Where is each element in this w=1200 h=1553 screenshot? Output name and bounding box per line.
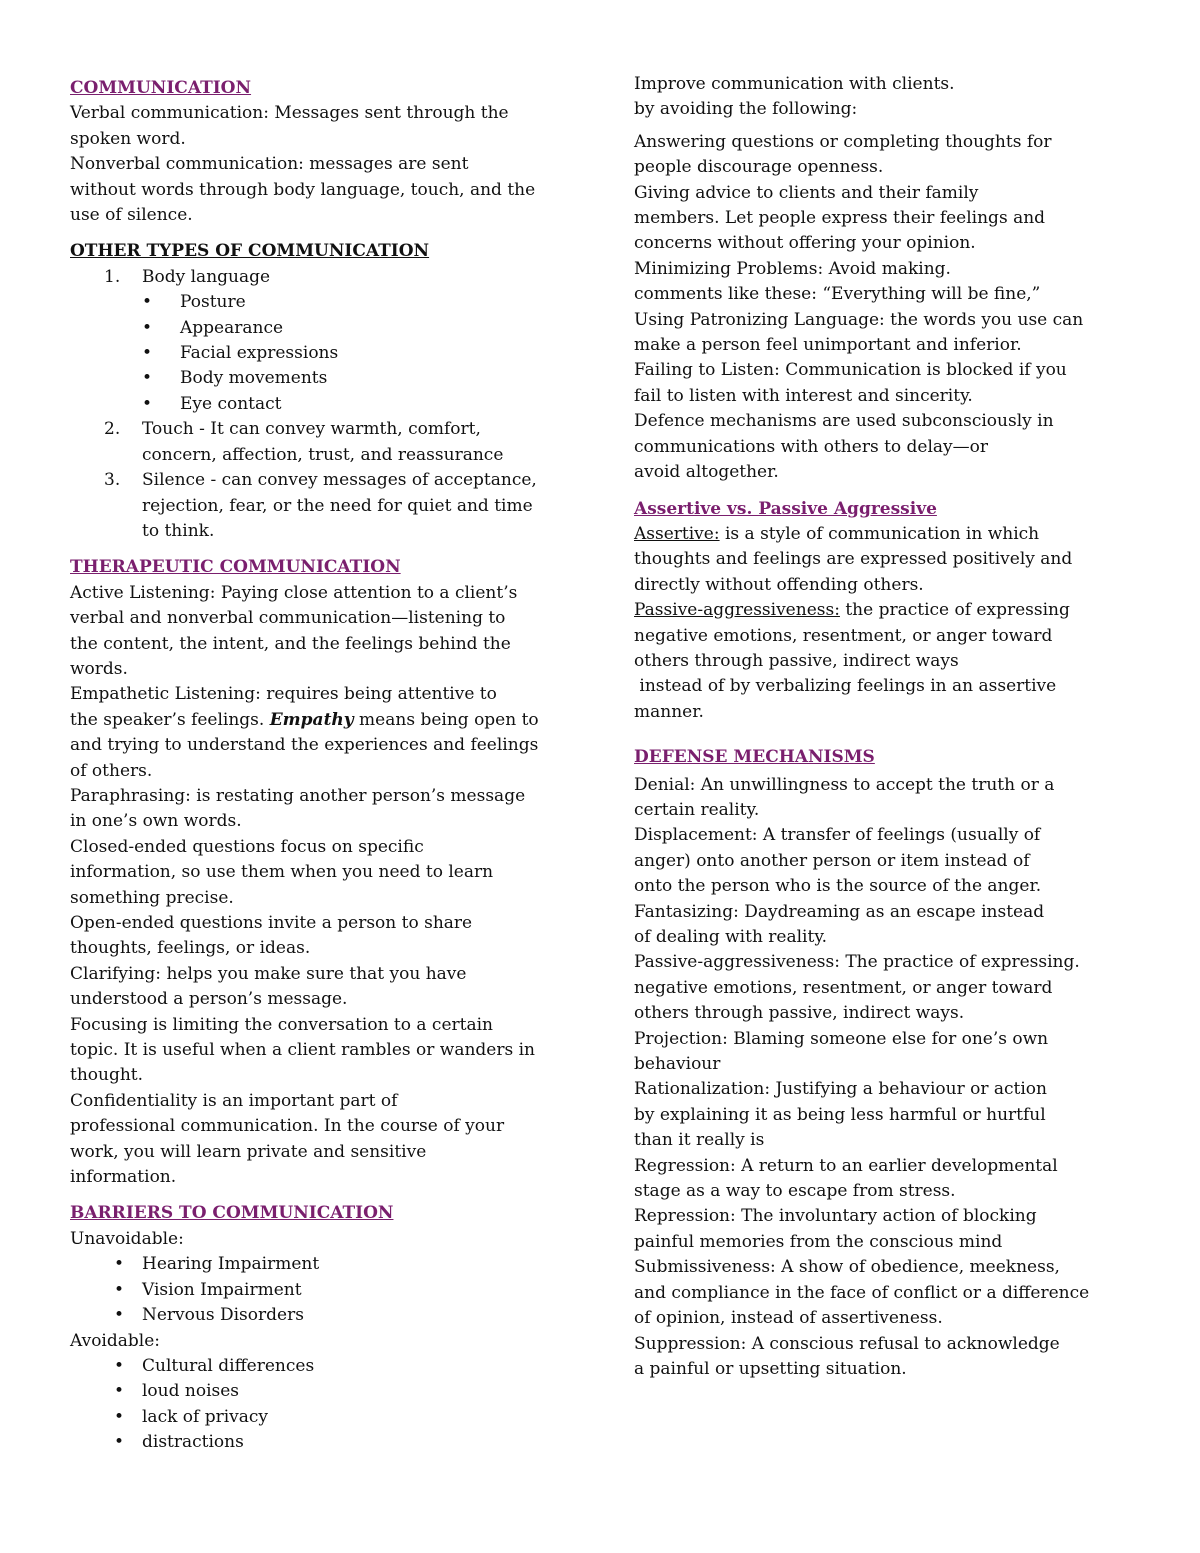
other-types-list bbox=[70, 265, 570, 290]
other-types-list-cont bbox=[70, 417, 570, 544]
text-line: verbal and nonverbal communication—listening to bbox=[70, 608, 506, 629]
text-line: Fantasizing: Daydreaming as an escape instead bbox=[634, 901, 1045, 922]
therapeutic-section bbox=[70, 581, 570, 1191]
text-line: Submissiveness: A show of obedience, meekness, bbox=[634, 1257, 1060, 1278]
text-line: concerns without offering your opinion. bbox=[634, 233, 976, 254]
list-item: • Cultural differences bbox=[70, 1354, 570, 1379]
text-line: Defence mechanisms are used subconsciously in bbox=[634, 411, 1054, 432]
text-line: anger) onto another person or item instead of bbox=[634, 850, 1030, 871]
text-line: comments like these: “Everything will be fine,” bbox=[634, 284, 1041, 305]
therapeutic-heading: THERAPEUTIC COMMUNICATION bbox=[70, 557, 401, 578]
text-line: Regression: A return to an earlier developmental bbox=[634, 1155, 1058, 1176]
text-line: Rationalization: Justifying a behaviour or action bbox=[634, 1079, 1047, 1100]
text-line: and compliance in the face of conflict or a difference bbox=[634, 1282, 1090, 1303]
text-line: Projection: Blaming someone else for one’s own bbox=[634, 1028, 1049, 1049]
text-span: means being open to bbox=[353, 709, 539, 730]
text-line: topic. It is useful when a client rambles or wanders in bbox=[70, 1040, 536, 1061]
text-line: without words through body language, touch, and the bbox=[70, 179, 536, 200]
assertive-section bbox=[634, 522, 1154, 725]
text-line: Displacement: A transfer of feelings (usually of bbox=[634, 825, 1041, 846]
text-line: manner. bbox=[634, 701, 704, 722]
empathy-line bbox=[70, 708, 570, 733]
list-item: • lack of privacy bbox=[70, 1405, 570, 1430]
other-types-heading: OTHER TYPES OF COMMUNICATION bbox=[70, 241, 430, 262]
text-line: work, you will learn private and sensitive bbox=[70, 1141, 427, 1162]
text-line: and trying to understand the experiences and feelings bbox=[70, 735, 539, 756]
text-span: the practice of expressing bbox=[839, 600, 1070, 621]
defense-heading: DEFENSE MECHANISMS bbox=[634, 747, 875, 768]
right-column bbox=[634, 72, 1154, 1382]
text-line: members. Let people express their feelings and bbox=[634, 208, 1046, 229]
list-item: • Vision Impairment bbox=[70, 1278, 570, 1303]
text-line: Paraphrasing: is restating another person’s message bbox=[70, 785, 526, 806]
text-line: instead of by verbalizing feelings in an assertive bbox=[634, 676, 1057, 697]
text-line: Giving advice to clients and their family bbox=[634, 182, 979, 203]
list-number: 3. bbox=[104, 470, 121, 491]
barriers-heading: BARRIERS TO COMMUNICATION bbox=[70, 1203, 394, 1224]
term-label: Assertive: bbox=[634, 523, 720, 544]
text-line: Verbal communication: Messages sent through the bbox=[70, 103, 509, 124]
text-line: Answering questions or completing thoughts for bbox=[634, 131, 1052, 152]
text-line: thoughts and feelings are expressed positively and bbox=[634, 549, 1073, 570]
list-item: • Eye contact bbox=[70, 392, 570, 417]
text-line: to think. bbox=[142, 520, 215, 541]
text-line: rejection, fear, or the need for quiet and time bbox=[142, 495, 533, 516]
text-line: a painful or upsetting situation. bbox=[634, 1358, 907, 1379]
text-line: Empathetic Listening: requires being attentive to bbox=[70, 684, 497, 705]
list-item: • Nervous Disorders bbox=[70, 1303, 570, 1328]
assertive-heading: Assertive vs. Passive Aggressive bbox=[634, 498, 937, 519]
text-line: by avoiding the following: bbox=[634, 99, 858, 120]
text-line: negative emotions, resentment, or anger toward bbox=[634, 977, 1053, 998]
defense-section bbox=[634, 773, 1154, 1383]
text-line: fail to listen with interest and sincerity. bbox=[634, 385, 973, 406]
list-item: • Hearing Impairment bbox=[70, 1252, 570, 1277]
text-line: avoid altogether. bbox=[634, 462, 779, 483]
text-span: the speaker’s feelings. bbox=[70, 709, 270, 730]
text-line: professional communication. In the course of your bbox=[70, 1116, 505, 1137]
term-label: Passive-aggressiveness: bbox=[634, 600, 840, 621]
communication-heading: COMMUNICATION bbox=[70, 78, 252, 98]
text-line: information. bbox=[70, 1167, 177, 1188]
text-line: concern, affection, trust, and reassurance bbox=[142, 444, 504, 465]
list-item bbox=[70, 468, 570, 544]
text-line: Clarifying: helps you make sure that you have bbox=[70, 963, 467, 984]
text-line: others through passive, indirect ways bbox=[634, 650, 959, 671]
text-line: Improve communication with clients. bbox=[634, 74, 955, 94]
text-line bbox=[634, 598, 1154, 623]
list-item: • Body movements bbox=[70, 366, 570, 391]
text-line: communications with others to delay—or bbox=[634, 436, 989, 457]
text-line: something precise. bbox=[70, 887, 234, 908]
list-item: • Appearance bbox=[70, 316, 570, 341]
text-line bbox=[634, 522, 1154, 547]
text-line: Confidentiality is an important part of bbox=[70, 1090, 398, 1111]
text-line: Silence - can convey messages of acceptance, bbox=[142, 470, 537, 491]
list-item: • distractions bbox=[70, 1430, 570, 1455]
text-span: is a style of communication in which bbox=[719, 523, 1040, 544]
list-item: • Facial expressions bbox=[70, 341, 570, 366]
text-line: Suppression: A conscious refusal to acknowledge bbox=[634, 1333, 1060, 1354]
text-line: in one’s own words. bbox=[70, 811, 242, 832]
text-line: understood a person’s message. bbox=[70, 989, 348, 1010]
left-column bbox=[70, 72, 570, 1456]
text-line: by explaining it as being less harmful or hurtful bbox=[634, 1104, 1046, 1125]
text-line: Denial: An unwillingness to accept the truth or a bbox=[634, 774, 1055, 795]
text-line: painful memories from the conscious mind bbox=[634, 1231, 1003, 1252]
text-line: Focusing is limiting the conversation to a certain bbox=[70, 1014, 493, 1035]
communication-section bbox=[70, 101, 570, 228]
text-line: Passive-aggressiveness: The practice of expressing. bbox=[634, 952, 1080, 973]
list-item: • Posture bbox=[70, 290, 570, 315]
list-item bbox=[70, 417, 570, 468]
text-line: information, so use them when you need to learn bbox=[70, 862, 494, 883]
text-line: people discourage openness. bbox=[634, 157, 884, 178]
text-line: of others. bbox=[70, 760, 153, 781]
text-line: Active Listening: Paying close attention to a client’s bbox=[70, 582, 518, 603]
text-line: thoughts, feelings, or ideas. bbox=[70, 938, 311, 959]
text-line: onto the person who is the source of the anger. bbox=[634, 876, 1042, 897]
text-line: make a person feel unimportant and inferior. bbox=[634, 335, 1022, 356]
list-item: • loud noises bbox=[70, 1379, 570, 1404]
text-line: negative emotions, resentment, or anger toward bbox=[634, 625, 1053, 646]
list-number: 2. bbox=[104, 419, 121, 440]
text-line: behaviour bbox=[634, 1054, 721, 1075]
text-line: the content, the intent, and the feelings behind the bbox=[70, 633, 511, 654]
text-line: than it really is bbox=[634, 1130, 765, 1151]
list-number: 1. bbox=[104, 266, 121, 287]
list-item-label: Body language bbox=[142, 266, 271, 287]
text-line: thought. bbox=[70, 1065, 144, 1086]
text-line: spoken word. bbox=[70, 128, 186, 149]
list-item bbox=[70, 265, 570, 290]
text-line: Repression: The involuntary action of blocking bbox=[634, 1206, 1037, 1227]
text-line: Closed-ended questions focus on specific bbox=[70, 836, 424, 857]
text-line: Touch - It can convey warmth, comfort, bbox=[142, 419, 481, 440]
emphasis-text: Empathy bbox=[269, 709, 354, 730]
text-line: stage as a way to escape from stress. bbox=[634, 1181, 956, 1202]
avoidable-list bbox=[70, 1354, 570, 1456]
text-line: Open-ended questions invite a person to share bbox=[70, 913, 473, 933]
text-line: of dealing with reality. bbox=[634, 927, 828, 947]
text-line: Using Patronizing Language: the words you use can bbox=[634, 309, 1084, 330]
avoidable-label: Avoidable: bbox=[70, 1330, 160, 1351]
text-line: directly without offending others. bbox=[634, 574, 924, 595]
text-line: use of silence. bbox=[70, 205, 193, 226]
text-line: Minimizing Problems: Avoid making. bbox=[634, 258, 951, 279]
text-line: others through passive, indirect ways. bbox=[634, 1003, 965, 1024]
text-line: Nonverbal communication: messages are sent bbox=[70, 154, 469, 175]
text-line: Failing to Listen: Communication is blocked if you bbox=[634, 360, 1067, 381]
body-language-list bbox=[70, 290, 570, 417]
unavoidable-list bbox=[70, 1252, 570, 1328]
improve-section bbox=[634, 72, 1154, 486]
text-line: of opinion, instead of assertiveness. bbox=[634, 1308, 943, 1329]
text-line: certain reality. bbox=[634, 799, 760, 820]
unavoidable-label: Unavoidable: bbox=[70, 1228, 184, 1249]
text-line: words. bbox=[70, 658, 128, 679]
